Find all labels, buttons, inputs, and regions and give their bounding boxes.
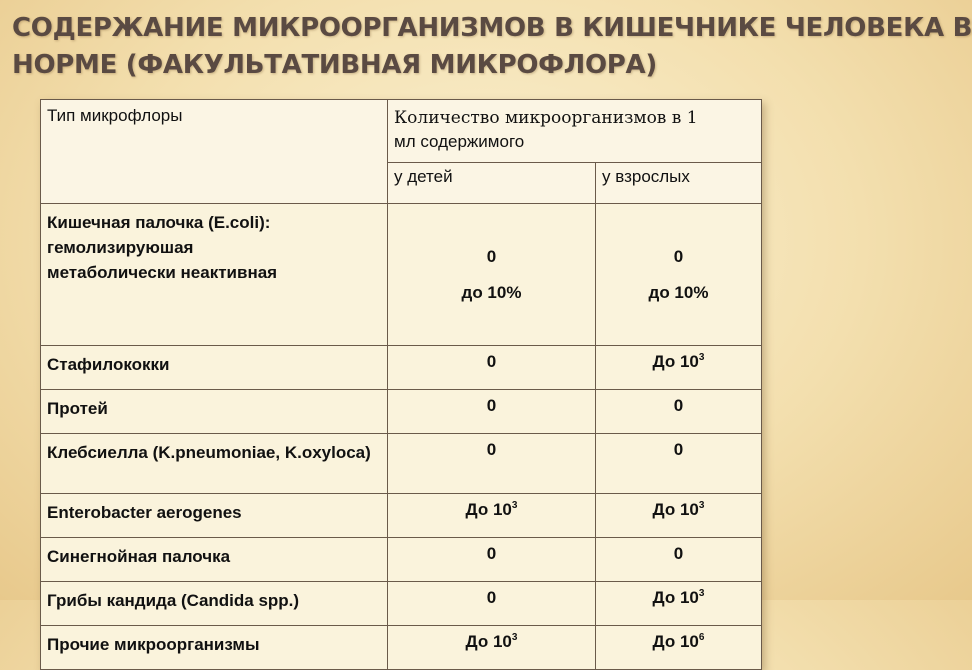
row-adults-cell <box>596 582 762 626</box>
header-adults-cell: у взрослых <box>596 163 762 204</box>
slide-title-line-2: НОРМЕ (ФАКУЛЬТАТИВНАЯ МИКРОФЛОРА) <box>12 50 657 80</box>
table-row <box>41 494 762 538</box>
row-adults-cell: 0 <box>596 434 762 494</box>
value-exponent: 3 <box>698 352 705 363</box>
value-base: До 10 <box>652 500 699 519</box>
value-exponent: 3 <box>698 588 705 599</box>
row-children-cell: 0 <box>388 582 596 626</box>
row-name-line: метаболически неактивная <box>47 263 278 282</box>
row-name-cell: Клебсиелла (K.pneumoniae, K.oxyloca) <box>41 434 388 494</box>
row-adults-cell <box>596 626 762 670</box>
header-type-cell: Тип микрофлоры <box>41 100 388 204</box>
value-base: До 10 <box>465 632 512 651</box>
value-exponent: 6 <box>698 632 705 643</box>
table-row <box>41 538 762 582</box>
table-row <box>41 434 762 494</box>
row-adults-cell <box>596 204 762 346</box>
row-children-cell <box>388 494 596 538</box>
slide-title <box>12 10 972 84</box>
table-header-row <box>41 100 762 163</box>
row-name-cell: Прочие микроорганизмы <box>41 626 388 670</box>
row-children-cell <box>388 204 596 346</box>
value-exponent: 3 <box>698 500 705 511</box>
table-row <box>41 346 762 390</box>
value-exponent: 3 <box>511 500 518 511</box>
slide-title-line-1: СОДЕРЖАНИЕ МИКРООРГАНИЗМОВ В КИШЕЧНИКЕ ЧЕЛОВЕКА В <box>12 13 972 43</box>
table-row <box>41 582 762 626</box>
row-adults-cell <box>596 494 762 538</box>
header-children-cell: у детей <box>388 163 596 204</box>
header-count-label: Количество микроорганизмов в 1 <box>394 108 698 128</box>
row-children-cell: 0 <box>388 434 596 494</box>
row-name-cell: Стафилококки <box>41 346 388 390</box>
row-children-cell: 0 <box>388 390 596 434</box>
value-line: 0 <box>673 247 684 266</box>
value-exponent: 3 <box>511 632 518 643</box>
header-count-label-cont: мл содержимого <box>394 132 525 151</box>
row-name-line: гемолизируюшая <box>47 238 194 257</box>
row-adults-cell <box>596 346 762 390</box>
value-base: До 10 <box>652 588 699 607</box>
row-children-cell <box>388 626 596 670</box>
row-name-line: Кишечная палочка (E.coli): <box>47 213 271 232</box>
header-count-cell <box>388 100 762 163</box>
value-line: до 10% <box>648 283 709 302</box>
row-name-cell: Грибы кандида (Candida spp.) <box>41 582 388 626</box>
row-children-cell: 0 <box>388 346 596 390</box>
value-base: До 10 <box>652 632 699 651</box>
table-row <box>41 390 762 434</box>
value-base: До 10 <box>465 500 512 519</box>
row-adults-cell: 0 <box>596 538 762 582</box>
row-name-cell: Протей <box>41 390 388 434</box>
row-adults-cell: 0 <box>596 390 762 434</box>
row-name-cell: Enterobacter aerogenes <box>41 494 388 538</box>
value-line: 0 <box>486 247 497 266</box>
table-row <box>41 626 762 670</box>
table-row <box>41 204 762 346</box>
row-name-cell: Синегнойная палочка <box>41 538 388 582</box>
value-base: До 10 <box>652 352 699 371</box>
row-children-cell: 0 <box>388 538 596 582</box>
microflora-table <box>40 99 762 670</box>
value-line: до 10% <box>461 283 522 302</box>
row-name-cell <box>41 204 388 346</box>
